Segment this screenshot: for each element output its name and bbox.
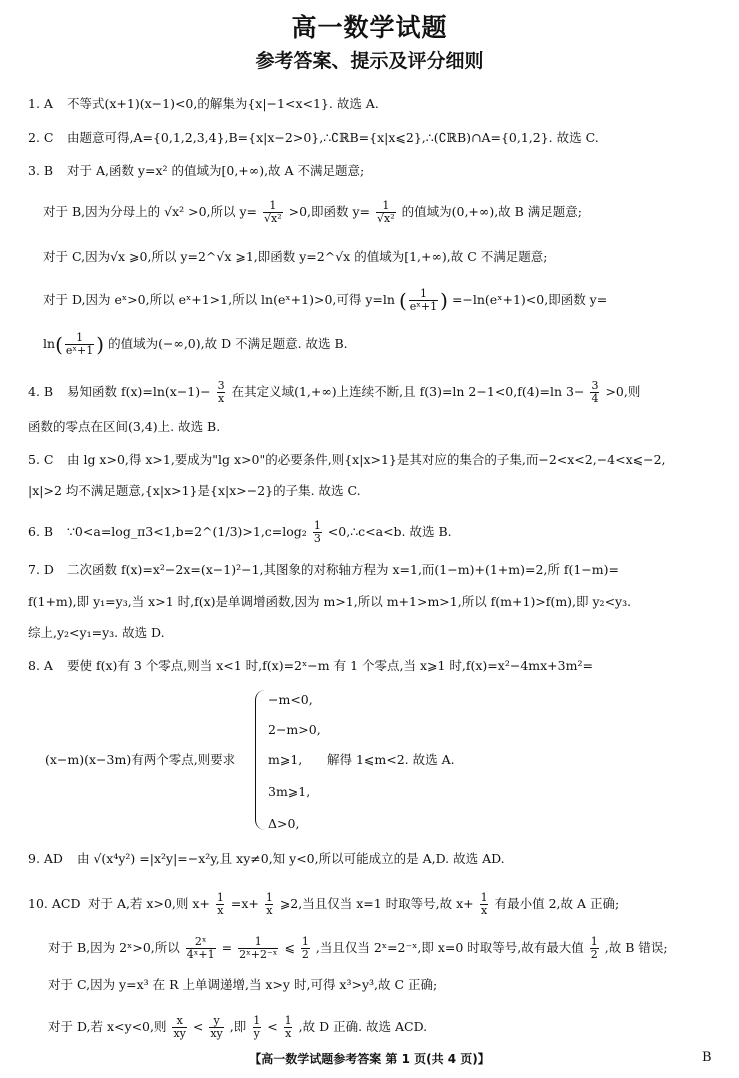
numerator: 1 <box>284 1014 292 1027</box>
answer-1 <box>28 96 379 112</box>
answer-6 <box>28 520 452 545</box>
answer-text: 由题意可得,A={0,1,2,3,4},B={x|x−2>0},∴∁ℝB={x|x⩽2},∴(∁ℝB)∩A={0,1,2}. 故选 C. <box>66 130 599 145</box>
answer-8-line-1 <box>28 658 593 674</box>
text-run: 对于 A,若 x>0,则 x+ <box>87 896 210 911</box>
fraction <box>376 200 396 225</box>
answer-10-line-1 <box>28 892 619 917</box>
text-run: 的值域为(−∞,0),故 D 不满足题意. 故选 B. <box>108 336 348 351</box>
answer-3-line-2 <box>43 200 582 225</box>
answer-key: 10. ACD <box>28 896 81 911</box>
answer-text: 对于 A,函数 y=x² 的值域为[0,+∞),故 A 不满足题意; <box>66 163 365 178</box>
denominator: y <box>253 1027 260 1040</box>
paren-right: ) <box>440 288 448 313</box>
answer-4-line-1 <box>28 380 640 405</box>
answer-7-line-3 <box>28 625 165 641</box>
fraction <box>252 1015 261 1040</box>
fraction <box>284 1015 293 1040</box>
paren-left: ( <box>398 288 407 313</box>
text-run: =−ln(eˣ+1)<0,即函数 y= <box>451 292 608 307</box>
text-run: 易知函数 f(x)=ln(x−1)− <box>66 384 211 399</box>
system-row: m⩾1, <box>268 752 303 767</box>
answer-4-line-2 <box>28 419 220 435</box>
answer-key: 6. B <box>28 524 54 539</box>
fraction <box>301 936 310 961</box>
answer-key: 4. B <box>28 384 54 399</box>
text-run: 在其定义域(1,+∞)上连续不断,且 f(3)=ln 2−1<0,f(4)=ln 3− <box>231 384 585 399</box>
text-run: (x−m)(x−3m)有两个零点,则要求 <box>45 752 236 767</box>
fraction <box>65 332 94 357</box>
answer-3-line-1 <box>28 163 364 179</box>
answer-3-line-3 <box>43 249 547 265</box>
answer-7-line-1 <box>28 562 619 578</box>
text-run: 有最小值 2,故 A 正确; <box>494 896 620 911</box>
denominator: eˣ+1 <box>65 344 94 357</box>
denominator: 2ˣ+2⁻ˣ <box>239 948 278 961</box>
numerator: 1 <box>590 935 598 948</box>
text-run: 对于 B,因为 2ˣ>0,所以 <box>48 940 180 955</box>
answer-2 <box>28 130 599 146</box>
denominator: 4 <box>591 392 599 405</box>
denominator: √x² <box>377 212 395 225</box>
numerator: 1 <box>419 287 427 300</box>
answer-key: 8. A <box>28 658 53 673</box>
fraction <box>209 1015 223 1040</box>
system-row: −m<0, <box>268 692 313 707</box>
system-row: 3m⩾1, <box>268 784 311 799</box>
numerator: 1 <box>265 891 273 904</box>
text-run: <0,∴c<a<b. 故选 B. <box>327 524 452 539</box>
text-run: ,故 D 正确. 故选 ACD. <box>298 1019 428 1034</box>
text-run: 要使 f(x)有 3 个零点,则当 x<1 时,f(x)=2ˣ−m 有 1 个零点,当 x⩾1 时,f(x)=x²−4mx+3m²= <box>66 658 593 673</box>
text-run: ,即 <box>229 1019 247 1034</box>
answer-key: 3. B <box>28 163 54 178</box>
text-run: 综上,y₂<y₁=y₃. 故选 D. <box>28 625 165 640</box>
denominator: xy <box>173 1027 186 1040</box>
numerator: 1 <box>76 331 84 344</box>
answer-key: 1. A <box>28 96 53 111</box>
paren-right: ) <box>96 332 105 357</box>
answer-3-line-4 <box>43 288 607 313</box>
numerator: 1 <box>269 199 277 212</box>
text-run: >0,即函数 y= <box>288 204 371 219</box>
text-run: f(1+m),即 y₁=y₃,当 x>1 时,f(x)是单调增函数,因为 m>1,所以 m+1>m>1,所以 f(m+1)>f(m),即 y₂<y₃. <box>28 594 632 609</box>
text-run: 由 lg x>0,得 x>1,要成为"lg x>0"的必要条件,则{x|x>1}是其对应的集合的子集,而−2<x<2,−4<x⩽−2, <box>66 452 666 467</box>
numerator: 1 <box>301 935 309 948</box>
text-run: ∵0<a=log_π3<1,b=2^(1/3)>1,c=log₂ <box>66 524 307 539</box>
text-run: 函数的零点在区间(3,4)上. 故选 B. <box>28 419 221 434</box>
answer-key: 2. C <box>28 130 54 145</box>
answer-8-line-2 <box>45 752 235 768</box>
system-row: 2−m>0, <box>268 722 321 737</box>
fraction <box>590 380 599 405</box>
numerator: 1 <box>382 199 390 212</box>
page-subtitle: 参考答案、提示及评分细则 <box>255 50 484 72</box>
numerator: 1 <box>313 519 321 532</box>
text-run: ln <box>43 336 56 351</box>
denominator: 2 <box>301 948 309 961</box>
denominator: xy <box>210 1027 223 1040</box>
text-run: = <box>221 940 233 955</box>
denominator: x <box>266 904 273 917</box>
answer-10-line-4 <box>48 1015 427 1040</box>
text-run: ,当且仅当 2ˣ=2⁻ˣ,即 x=0 时取等号,故有最大值 <box>315 940 584 955</box>
fraction <box>217 380 226 405</box>
fraction <box>216 892 225 917</box>
numerator: y <box>213 1014 220 1027</box>
denominator: x <box>217 904 224 917</box>
answer-9 <box>28 851 505 867</box>
answer-3-line-5 <box>43 332 348 357</box>
fraction <box>263 200 283 225</box>
denominator: x <box>285 1027 292 1040</box>
text-run: ⩽ <box>284 940 295 955</box>
fraction <box>265 892 274 917</box>
system-row: Δ>0, <box>268 816 300 831</box>
answer-text: 不等式(x+1)(x−1)<0,的解集为{x|−1<x<1}. 故选 A. <box>66 96 379 111</box>
fraction <box>409 288 438 313</box>
fraction <box>172 1015 186 1040</box>
numerator: 1 <box>253 1014 261 1027</box>
numerator: 2ˣ <box>194 935 207 948</box>
fraction <box>480 892 489 917</box>
text-run: 对于 D,因为 eˣ>0,所以 eˣ+1>1,所以 ln(eˣ+1)>0,可得 y=ln <box>43 292 395 307</box>
answer-10-line-3 <box>48 977 437 993</box>
paren-left: ( <box>55 332 63 357</box>
text-run: 对于 D,若 x<y<0,则 <box>48 1019 167 1034</box>
numerator: 1 <box>480 891 488 904</box>
text-run: 对于 C,因为√x ⩾0,所以 y=2^√x ⩾1,即函数 y=2^√x 的值域为[1,+∞),故 C 不满足题意; <box>43 249 548 264</box>
text-run: < <box>192 1019 204 1034</box>
text-run: 的值域为(0,+∞),故 B 满足题意; <box>401 204 583 219</box>
text-run: >0,则 <box>605 384 641 399</box>
page-footer: 【高一数学试题参考答案 第 1 页(共 4 页)】 <box>249 1052 490 1066</box>
answer-10-line-2 <box>48 936 668 961</box>
denominator: x <box>218 392 225 405</box>
answer-key: 5. C <box>28 452 54 467</box>
text-run: < <box>267 1019 278 1034</box>
answer-8-conclusion: 解得 1⩽m<2. 故选 A. <box>327 752 455 767</box>
answer-7-line-2 <box>28 594 631 610</box>
fraction <box>313 520 322 545</box>
page-title: 高一数学试题 <box>291 13 448 42</box>
numerator: 3 <box>591 379 599 392</box>
text-run: ⩾2,当且仅当 x=1 时取等号,故 x+ <box>279 896 474 911</box>
numerator: 3 <box>217 379 225 392</box>
answer-5-line-2 <box>28 483 361 499</box>
denominator: 3 <box>313 532 321 545</box>
text-run: |x|>2 均不满足题意,{x|x>1}是{x|x>−2}的子集. 故选 C. <box>28 483 361 498</box>
text-run: ,故 B 错误; <box>604 940 668 955</box>
fraction <box>590 936 599 961</box>
fraction <box>238 936 278 961</box>
text-run: 对于 C,因为 y=x³ 在 R 上单调递增,当 x>y 时,可得 x³>y³,故 C 正确; <box>48 977 438 992</box>
text-run: 由 √(x⁴y²) =|x²y|=−x²y,且 xy≠0,知 y<0,所以可能成立的是 A,D. 故选 AD. <box>76 851 505 866</box>
version-mark: B <box>702 1050 712 1065</box>
text-run: 对于 B,因为分母上的 √x² >0,所以 y= <box>43 204 258 219</box>
text-run: =x+ <box>230 896 259 911</box>
numerator: x <box>176 1014 183 1027</box>
denominator: x <box>481 904 488 917</box>
system-brace <box>255 690 266 830</box>
numerator: 1 <box>216 891 224 904</box>
answer-key: 9. AD <box>28 851 63 866</box>
fraction <box>186 936 216 961</box>
answer-key: 7. D <box>28 562 54 577</box>
answer-5-line-1 <box>28 452 666 468</box>
denominator: eˣ+1 <box>409 300 438 313</box>
denominator: 2 <box>590 948 598 961</box>
numerator: 1 <box>254 935 262 948</box>
text-run: 二次函数 f(x)=x²−2x=(x−1)²−1,其图象的对称轴方程为 x=1,而(1−m)+(1+m)=2,所 f(1−m)= <box>66 562 619 577</box>
denominator: √x² <box>264 212 282 225</box>
denominator: 4ˣ+1 <box>186 948 215 961</box>
